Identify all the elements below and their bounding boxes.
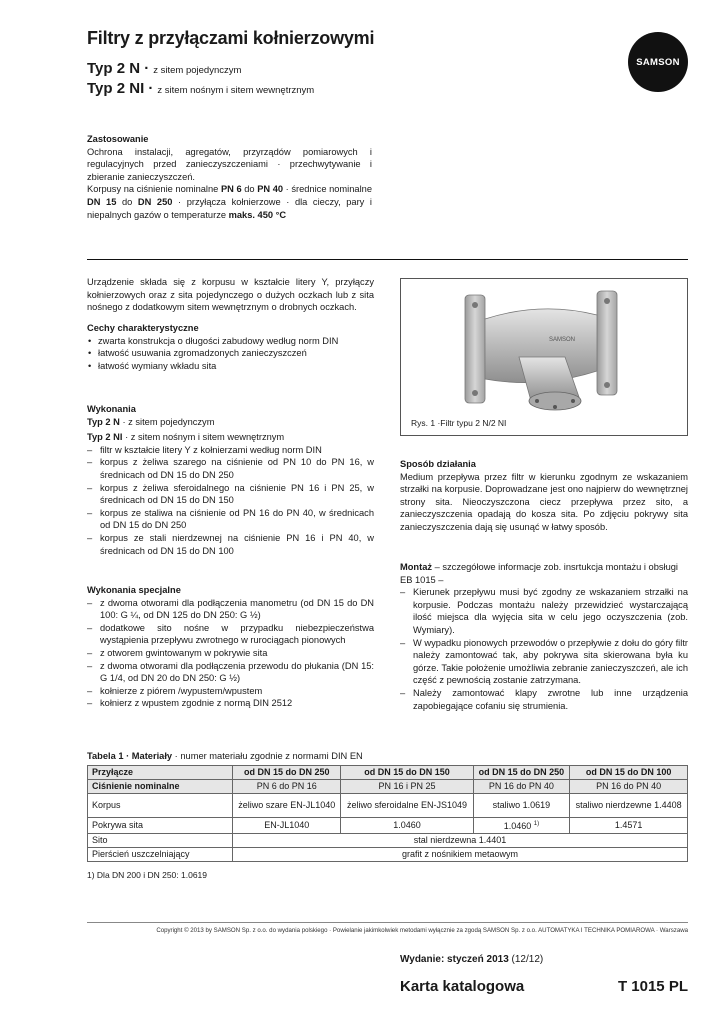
table-row: Pokrywa sita EN-JL1040 1.0460 1.0460 $^{1)}$ 1.4571	[88, 818, 688, 834]
intro-text: Urządzenie składa się z korpusu w kształcie litery Y, przyłączy kołnierzowych oraz z sita pojedynczego o dużych oczkach lub z sita nośnego z dodatkowym sitem wewnętrznym o drobnych oczkach.	[87, 277, 374, 313]
list-item: – filtr w kształcie litery Y z kołnierzami według norm DIN	[87, 444, 374, 457]
function-text: Medium przepływa przez filtr w kierunku zgodnym ze wskazaniem strzałki na korpusie. Doprowadzane jest ono najpierw do wewnętrznej strony sita. Nieoczyszczona ciecz przepływa przez sito, a zanieczyszczenia opadają do kosza sita. Po zdjęciu pokrywy sita zanieczyszczenia dają się usunąć w łatwy sposób.	[400, 471, 688, 532]
table-footnote: 1) Dla DN 200 i DN 250: 1.0619	[87, 870, 208, 880]
list-item: • zwarta konstrukcja o długości zabudowy według norm DIN	[87, 335, 377, 348]
installation-list	[400, 586, 688, 712]
type-2ni-subtitle: z sitem nośnym i sitem wewnętrznym	[157, 85, 315, 96]
type-2ni-label: Typ 2 NI ·	[87, 80, 154, 97]
copyright-notice: Copyright © 2013 by SAMSON Sp. z o.o. do wydania polskiego · Powielanie jakimkolwiek metodami wyłącznie za zgodą SAMSON Sp. z o.o. AUTOMATYKA I TECHNIKA POMIAROWA · Warszawa	[156, 927, 688, 934]
body-brand-label: SAMSON	[549, 337, 576, 343]
y-strainer-illustration	[401, 279, 689, 419]
function-section	[400, 458, 688, 534]
type-2n-label: Typ 2 N ·	[87, 60, 150, 77]
features-list	[87, 335, 377, 373]
version-2ni: Typ 2 NI · z sitem nośnym i sitem wewnętrznym	[87, 432, 285, 443]
list-item: – Należy zamontować klapy zwrotne lub inne urządzenia zapobiegające cofaniu się strumienia.	[400, 687, 688, 712]
figure-caption: Rys. 1 ·Filtr typu 2 N/2 NI	[411, 418, 507, 428]
list-item: – korpus ze stali nierdzewnej na ciśnienie PN 16 i PN 40, w średnicach od DN 15 do DN 100	[87, 532, 374, 557]
list-item: – kołnierz z wpustem zgodnie z normą DIN 2512	[87, 697, 374, 710]
versions-heading: Wykonania	[87, 404, 136, 414]
version-2n: Typ 2 N · z sitem pojedynczym	[87, 416, 215, 427]
list-item: – kołnierze z piórem /wypustem/wpustem	[87, 685, 374, 698]
special-versions-heading: Wykonania specjalne	[87, 585, 181, 595]
application-text-2: Korpusy na ciśnienie nominalne PN 6 do PN 40 · średnice nominalne DN 15 do DN 250 · przyłącza kołnierzowe · dla cieczy, pary i niepalnych gazów o temperaturze maks. 450 °C	[87, 184, 372, 220]
list-item: – z dwoma otworami dla podłączenia przewodu do płukania (DN 15: G 1/4, od DN 20 do DN 250: G ½)	[87, 660, 374, 685]
table-row: Sito stal nierdzewna 1.4401	[88, 834, 688, 848]
document-title: Filtry z przyłączami kołnierzowymi	[87, 28, 375, 48]
samson-logo: SAMSON	[628, 32, 688, 92]
type-2ni-line	[87, 80, 314, 97]
function-heading: Sposób działania	[400, 459, 476, 469]
special-versions-section	[87, 584, 374, 710]
list-item: – W wypadku pionowych przewodów o przepływie z dołu do góry filtr należy zamontować tak, aby pokrywa sita skierowana była ku górze. Takie położenie umożliwia zebranie zanieczyszczeń, ale ich część z pewnością zostanie zatrzymana.	[400, 637, 688, 687]
table-row: Pierścień uszczelniający grafit z nośnikiem metaowym	[88, 848, 688, 862]
list-item: – Kierunek przepływu musi być zgodny ze wskazaniem strzałki na korpusie. Podczas montażu należy przewidzieć wystarczającą ilość miejsca dla wyjęcia sita w celu jego oczyszczenia (zob. Wymiary).	[400, 586, 688, 636]
application-text-1: Ochrona instalacji, agregatów, przyrządów pomiarowych i regulacyjnych przed zanieczyszczeniami · przechwytywanie i zbieranie zanieczyszczeń.	[87, 146, 372, 182]
list-item: – korpus z żeliwa szarego na ciśnienie od PN 10 do PN 16, w średnicach od DN 15 do DN 250	[87, 456, 374, 481]
table-row: Ciśnienie nominalne PN 6 do PN 16 PN 16 i PN 25 PN 16 do PN 40 PN 16 do PN 40	[88, 780, 688, 794]
list-item: – korpus z żeliwa sferoidalnego na ciśnienie PN 16 i PN 25, w średnicach od DN 15 do DN 150	[87, 482, 374, 507]
list-item: – dodatkowe sito nośne w przypadku niebezpieczeństwa wystąpienia przepływu zwrotnego w rurociągach pionowych	[87, 622, 374, 647]
installation-section	[400, 561, 688, 712]
special-versions-list	[87, 597, 374, 710]
type-2n-subtitle: z sitem pojedynczym	[153, 65, 242, 76]
installation-intro: Montaż – szczegółowe informacje zob. insrtukcja montażu i obsługi EB 1015 –	[400, 562, 678, 585]
table-row: Przyłącze od DN 15 do DN 250 od DN 15 do DN 150 od DN 15 do DN 250 od DN 15 do DN 100	[88, 766, 688, 780]
type-2n-line	[87, 60, 241, 77]
list-item: • łatwość wymiany wkładu sita	[87, 360, 377, 373]
footer-divider	[87, 922, 688, 923]
list-item: – z otworem gwintowanym w pokrywie sita	[87, 647, 374, 660]
versions-list	[87, 444, 374, 557]
edition-info: Wydanie: styczeń 2013 (12/12)	[400, 954, 544, 965]
list-item: – z dwoma otworami dla podłączenia manometru (od DN 15 do DN 100: G ¼, od DN 125 do DN 250: G ½)	[87, 597, 374, 622]
document-number: T 1015 PL	[617, 978, 688, 995]
versions-section	[87, 403, 374, 557]
table-row: Korpus żeliwo szare EN-JL1040 żeliwo sferoidalne EN-JS1049 staliwo 1.0619 staliwo nierdzewne 1.4408	[88, 794, 688, 818]
list-item: • łatwość usuwania zgromadzonych zanieczyszczeń	[87, 347, 377, 360]
materials-table	[87, 765, 688, 862]
table-caption: Tabela 1 · Materiały · numer materiału zgodnie z normami DIN EN	[87, 751, 363, 761]
figure-box	[400, 278, 688, 436]
features-heading: Cechy charakterystyczne	[87, 323, 199, 333]
list-item: – korpus ze staliwa na ciśnienie od PN 16 do PN 40, w średnicach od DN 15 do DN 250	[87, 507, 374, 532]
features-section	[87, 322, 377, 372]
application-heading: Zastosowanie	[87, 134, 149, 144]
section-divider	[87, 259, 688, 260]
application-section	[87, 133, 372, 221]
catalog-sheet-label: Karta katalogowa	[400, 978, 525, 995]
